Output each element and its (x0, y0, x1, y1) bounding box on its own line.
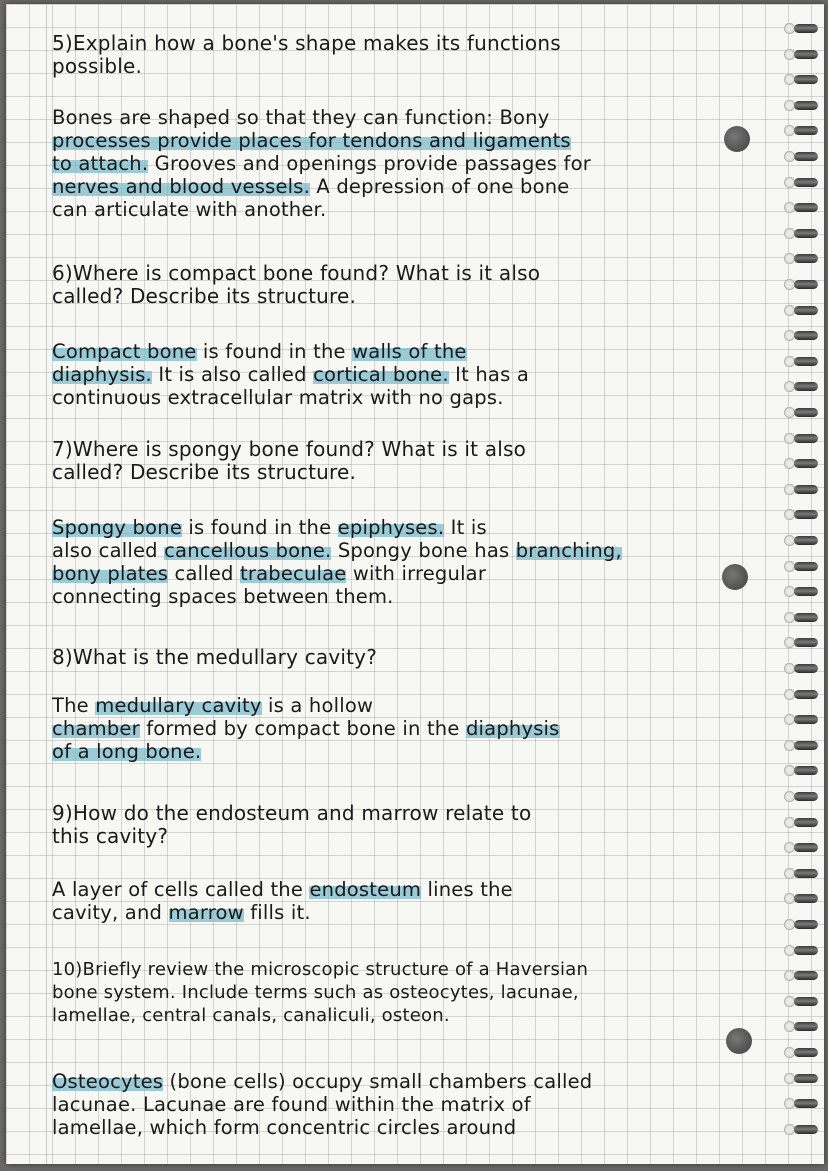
spiral-coil (780, 22, 818, 35)
spiral-coil (780, 355, 818, 368)
answer-line (52, 1093, 772, 1116)
spiral-binding (778, 22, 824, 1162)
spiral-coil (780, 585, 818, 598)
highlight: trabeculae (240, 562, 347, 585)
spiral-coil (780, 713, 818, 726)
answer-text: called (168, 562, 241, 585)
spiral-coil (780, 1020, 818, 1033)
answer-text: Grooves and openings provide passages for (148, 152, 591, 175)
highlight: Compact bone (52, 340, 197, 363)
answer-line (52, 363, 772, 386)
spiral-coil (780, 483, 818, 496)
answer-text: can articulate with another. (52, 198, 327, 221)
spiral-coil (780, 790, 818, 803)
highlight: diaphysis. (52, 363, 152, 386)
spiral-coil (780, 1097, 818, 1110)
answer-text: A depression of one bone (310, 175, 570, 198)
spiral-coil (780, 508, 818, 521)
question-10 (52, 958, 772, 1027)
highlight: bony plates (52, 562, 169, 585)
answer-line (52, 539, 772, 562)
answer-text: Bones are shaped so that they can function: Bony (52, 106, 550, 129)
highlight: of a long bone. (52, 740, 202, 763)
spiral-coil (780, 73, 818, 86)
spiral-coil (780, 252, 818, 265)
answer-text: with irregular (346, 562, 487, 585)
answer-text: lacunae. Lacunae are found within the matrix of (52, 1093, 531, 1116)
answer-text: also called (52, 539, 165, 562)
margin-line (46, 4, 47, 1164)
answer-text: is a hollow (261, 694, 374, 717)
question-line: this cavity? (52, 824, 169, 848)
answer-line (52, 585, 772, 608)
highlight: Osteocytes (52, 1070, 164, 1093)
answer-line (52, 175, 772, 198)
spiral-coil (780, 892, 818, 905)
answer-line (52, 562, 772, 585)
spiral-coil (780, 124, 818, 137)
highlight: medullary cavity (95, 694, 262, 717)
spiral-coil (780, 534, 818, 547)
question-line: lamellae, central canals, canaliculi, osteon. (52, 1005, 450, 1026)
answer-text: is found in the (196, 340, 353, 363)
answer-text: lamellae, which form concentric circles around (52, 1116, 517, 1139)
spiral-coil (780, 48, 818, 61)
question-line: 8)What is the medullary cavity? (52, 645, 378, 669)
question-line: 5)Explain how a bone's shape makes its functions (52, 31, 561, 55)
spiral-coil (780, 1072, 818, 1085)
answer-text: It has a (448, 363, 529, 386)
answer-text: cavity, and (52, 901, 169, 924)
answer-line (52, 516, 772, 539)
spiral-coil (780, 944, 818, 957)
question-line: 9)How do the endosteum and marrow relate to (52, 801, 532, 825)
spiral-coil (780, 201, 818, 214)
question-line: 7)Where is spongy bone found? What is it also (52, 437, 527, 461)
answer-text: It is (444, 516, 487, 539)
spiral-coil (780, 278, 818, 291)
highlight: epiphyses. (337, 516, 445, 539)
question-6 (52, 262, 772, 308)
answer-line (52, 106, 772, 129)
question-9 (52, 802, 772, 848)
highlight: Spongy bone (52, 516, 183, 539)
answer-text: A layer of cells called the (52, 878, 310, 901)
spiral-coil (780, 688, 818, 701)
answer-line (52, 740, 772, 763)
answer-line (52, 1070, 772, 1093)
answer-line (52, 386, 772, 409)
spiral-coil (780, 380, 818, 393)
answer-line (52, 901, 772, 924)
question-7 (52, 438, 772, 484)
spiral-coil (780, 304, 818, 317)
highlight: diaphysis (465, 717, 560, 740)
answer-text: formed by compact bone in the (139, 717, 466, 740)
answer-9 (52, 878, 772, 924)
spiral-coil (780, 764, 818, 777)
question-line: 6)Where is compact bone found? What is it also (52, 261, 541, 285)
answer-5 (52, 106, 772, 221)
answer-text: is found in the (182, 516, 338, 539)
spiral-coil (780, 99, 818, 112)
spiral-coil (780, 329, 818, 342)
answer-line (52, 717, 772, 740)
spiral-coil (780, 150, 818, 163)
question-line: called? Describe its structure. (52, 284, 357, 308)
highlight: chamber (52, 717, 140, 740)
answer-line (52, 340, 772, 363)
answer-text: (bone cells) occupy small chambers called (163, 1070, 593, 1093)
highlight: nerves and blood vessels. (52, 175, 311, 198)
spiral-coil (780, 611, 818, 624)
question-line: possible. (52, 54, 143, 78)
spiral-coil (780, 457, 818, 470)
spiral-coil (780, 662, 818, 675)
spiral-coil (780, 636, 818, 649)
highlight: marrow (168, 901, 244, 924)
spiral-coil (780, 969, 818, 982)
spiral-coil (780, 227, 818, 240)
answer-text: The (52, 694, 96, 717)
answer-line (52, 152, 772, 175)
highlight: processes provide places for tendons and ligaments (52, 129, 571, 152)
highlight: cancellous bone. (164, 539, 332, 562)
spiral-coil (780, 1046, 818, 1059)
highlight: endosteum (309, 878, 422, 901)
answer-line (52, 1116, 772, 1139)
answer-8 (52, 694, 772, 763)
spiral-coil (780, 841, 818, 854)
answer-text: connecting spaces between them. (52, 585, 394, 608)
spiral-coil (780, 176, 818, 189)
question-line: bone system. Include terms such as osteocytes, lacunae, (52, 982, 579, 1003)
highlight: branching, (515, 539, 622, 562)
highlight: walls of the (352, 340, 467, 363)
spiral-coil (780, 432, 818, 445)
spiral-coil (780, 739, 818, 752)
spiral-coil (780, 995, 818, 1008)
spiral-coil (780, 816, 818, 829)
question-8 (52, 646, 772, 669)
answer-line (52, 198, 772, 221)
answer-10 (52, 1070, 772, 1139)
answer-6 (52, 340, 772, 409)
spiral-coil (780, 867, 818, 880)
answer-text: Spongy bone has (331, 539, 516, 562)
notes-content (52, 26, 772, 1156)
answer-text: lines the (421, 878, 513, 901)
answer-line (52, 129, 772, 152)
answer-text: fills it. (243, 901, 311, 924)
answer-7 (52, 516, 772, 608)
answer-line (52, 694, 772, 717)
spiral-coil (780, 1123, 818, 1136)
answer-text: continuous extracellular matrix with no gaps. (52, 386, 504, 409)
notebook-page (6, 4, 824, 1164)
question-line: 10)Briefly review the microscopic structure of a Haversian (52, 959, 589, 980)
answer-text: It is also called (151, 363, 314, 386)
highlight: cortical bone. (313, 363, 449, 386)
highlight: to attach. (52, 152, 149, 175)
spiral-coil (780, 406, 818, 419)
question-5 (52, 32, 772, 78)
question-line: called? Describe its structure. (52, 460, 357, 484)
answer-line (52, 878, 772, 901)
spiral-coil (780, 560, 818, 573)
spiral-coil (780, 918, 818, 931)
